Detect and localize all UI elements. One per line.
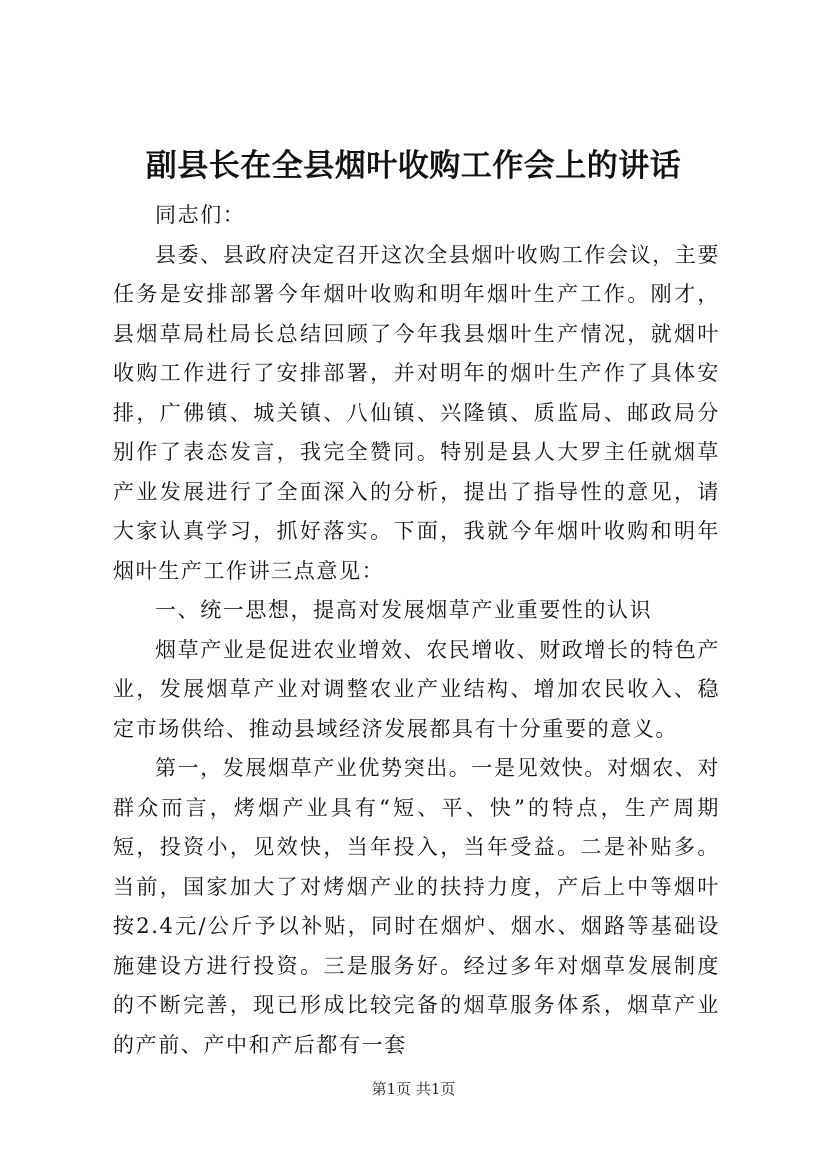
section-heading: 一、统一思想，提高对发展烟草产业重要性的认识 — [155, 598, 653, 622]
document-title: 副县长在全县烟叶收购工作会上的讲话 — [145, 148, 682, 184]
section-paragraph: 烟草产业是促进农业增效、农民增收、财政增长的特色产业，发展烟草产业对调整农业产业结构、增加农民收入、稳定市场供给、推动县域经济发展都具有十分重要的意义。 — [113, 637, 720, 741]
document-body — [113, 196, 720, 1065]
salutation: 同志们： — [155, 203, 246, 227]
section-paragraph: 第一，发展烟草产业优势突出。一是见效快。对烟农、对群众而言，烤烟产业具有“短、平、快”的特点，生产周期短，投资小，见效快，当年投入，当年受益。二是补贴多。当前，国家加大了对烤烟产业的扶持力度，产后上中等烟叶按2.4元/公斤予以补贴，同时在烟炉、烟水、烟路等基础设施建设方进行投资。三是服务好。经过多年对烟草发展制度的不断完善，现已形成比较完备的烟草服务体系，烟草产业的产前、产中和产后都有一套 — [113, 756, 720, 1057]
intro-paragraph: 县委、县政府决定召开这次全县烟叶收购工作会议，主要任务是安排部署今年烟叶收购和明年烟叶生产工作。刚才，县烟草局杜局长总结回顾了今年我县烟叶生产情况，就烟叶收购工作进行了安排部署，并对明年的烟叶生产作了具体安排，广佛镇、城关镇、八仙镇、兴隆镇、质监局、邮政局分别作了表态发言，我完全赞同。特别是县人大罗主任就烟草产业发展进行了全面深入的分析，提出了指导性的意见，请大家认真学习，抓好落实。下面，我就今年烟叶收购和明年烟叶生产工作讲三点意见： — [113, 242, 720, 583]
page-footer: 第1页 共1页 — [371, 1080, 456, 1098]
